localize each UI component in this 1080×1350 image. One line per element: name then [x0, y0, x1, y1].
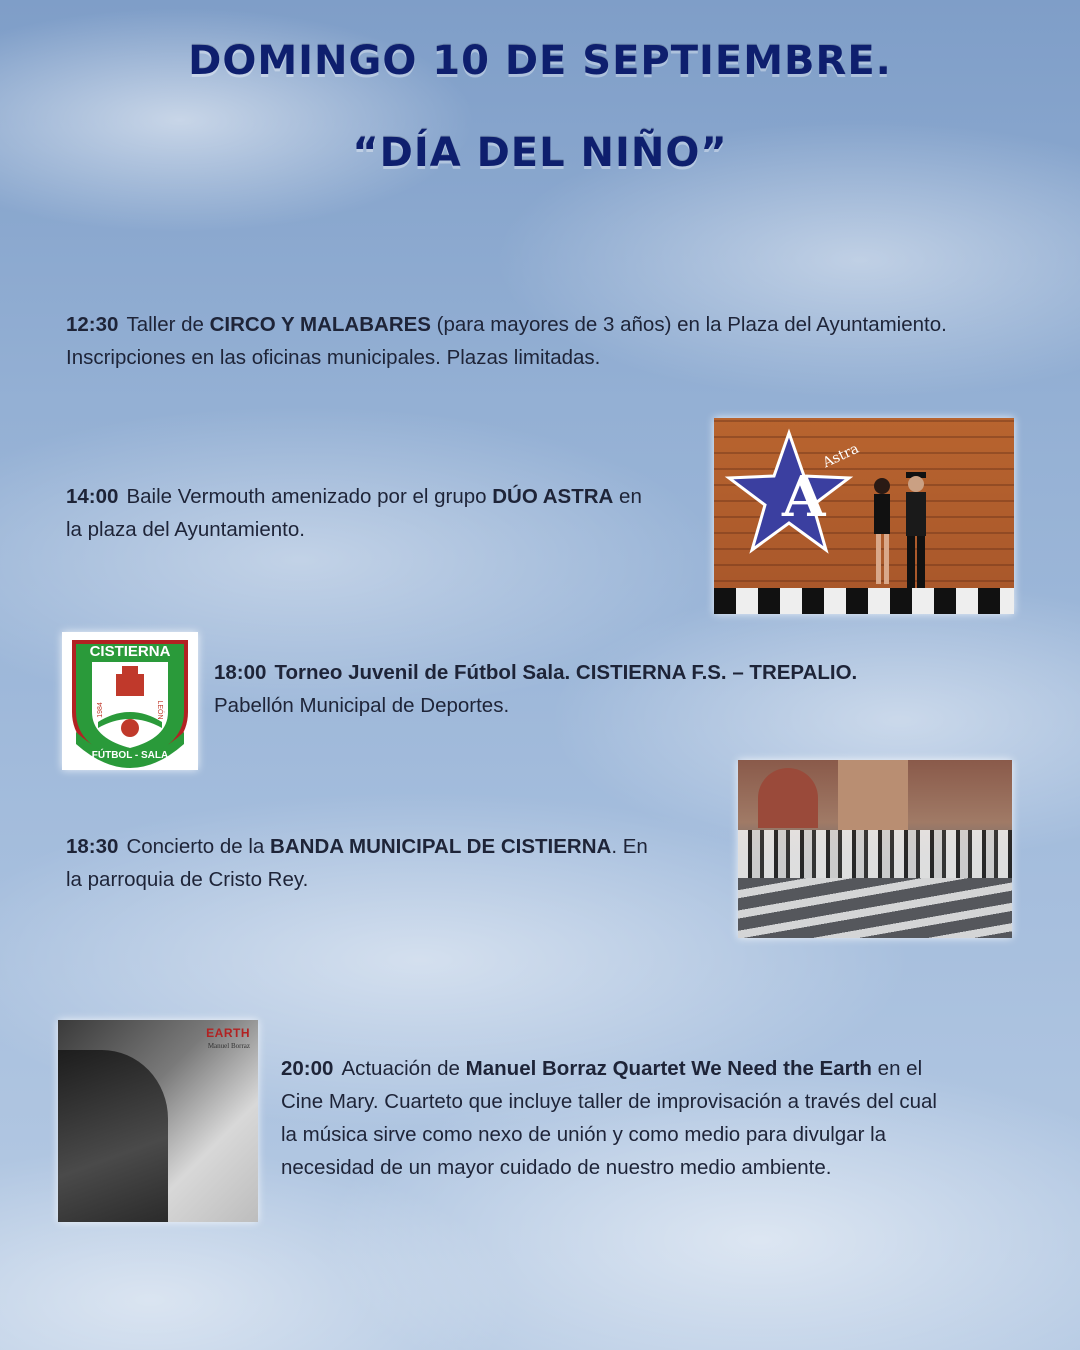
musicians-figure	[864, 468, 944, 598]
event-text: Actuación de	[341, 1057, 466, 1080]
badge-bottom-text: FÚTBOL - SALA	[91, 750, 169, 761]
event-text: . En	[611, 835, 648, 858]
event-time: 18:00	[214, 661, 267, 684]
event-line: Cine Mary. Cuarteto que incluye taller de improvisación a través del cual	[281, 1090, 937, 1113]
event-text: en	[613, 485, 642, 508]
event-line: la música sirve como nexo de unión y como medio para divulgar la	[281, 1123, 887, 1146]
event-line	[214, 656, 1014, 689]
event-time: 14:00	[66, 485, 119, 508]
event-text: Baile Vermouth amenizado por el grupo	[126, 485, 493, 508]
event-2000	[281, 1052, 1041, 1184]
checkered-floor	[714, 588, 1014, 614]
event-line	[281, 1052, 1041, 1085]
coastal-rock	[58, 1050, 168, 1222]
municipal-band-photo	[738, 760, 1012, 938]
event-highlight: CIRCO Y MALABARES	[209, 313, 431, 336]
event-line: Pabellón Municipal de Deportes.	[214, 694, 510, 717]
badge-city-text: LEÓN	[156, 700, 163, 720]
album-title: EARTH	[206, 1026, 250, 1040]
event-line	[66, 308, 1046, 341]
event-1400	[66, 480, 706, 546]
event-time: 20:00	[281, 1057, 334, 1080]
we-need-the-earth-album-cover	[58, 1020, 258, 1222]
event-text: Taller de	[126, 313, 210, 336]
event-line: Inscripciones en las oficinas municipales. Plazas limitadas.	[66, 346, 601, 369]
astra-logo-text: A	[782, 464, 826, 530]
event-line	[66, 480, 706, 513]
building-facade	[838, 760, 908, 830]
astra-star-icon	[724, 428, 854, 558]
event-time: 18:30	[66, 835, 119, 858]
event-line: necesidad de un mayor cuidado de nuestro medio ambiente.	[281, 1156, 832, 1179]
page-title-date: DOMINGO 10 DE SEPTIEMBRE.	[188, 38, 892, 84]
event-line: la plaza del Ayuntamiento.	[66, 518, 305, 541]
event-time: 12:30	[66, 313, 119, 336]
crosswalk-road	[738, 878, 1012, 938]
duo-astra-photo	[714, 418, 1014, 614]
event-text: Concierto de la	[126, 835, 271, 858]
event-highlight: BANDA MUNICIPAL DE CISTIERNA	[270, 835, 612, 858]
event-line: la parroquia de Cristo Rey.	[66, 868, 309, 891]
badge-year-text: 1984	[97, 702, 104, 718]
event-text: (para mayores de 3 años) en la Plaza del Ayuntamiento.	[430, 313, 947, 336]
event-highlight: DÚO ASTRA	[492, 485, 614, 508]
album-artist: Manuel Borraz	[207, 1042, 250, 1050]
event-1830	[66, 830, 726, 896]
event-highlight: Torneo Juvenil de Fútbol Sala. CISTIERNA F.S. – TREPALIO.	[274, 661, 858, 684]
event-line	[66, 830, 726, 863]
badge-top-text: CISTIERNA	[89, 643, 171, 660]
cistierna-fs-badge	[62, 632, 198, 770]
event-1230	[66, 308, 1046, 374]
building-arch	[758, 768, 818, 828]
event-highlight: Manuel Borraz Quartet We Need the Earth	[465, 1057, 872, 1080]
event-1800	[214, 656, 1014, 722]
astra-logo-word: Astra	[820, 440, 862, 472]
page-title-day: “DÍA DEL NIÑO”	[352, 130, 728, 176]
event-text: en el	[871, 1057, 923, 1080]
